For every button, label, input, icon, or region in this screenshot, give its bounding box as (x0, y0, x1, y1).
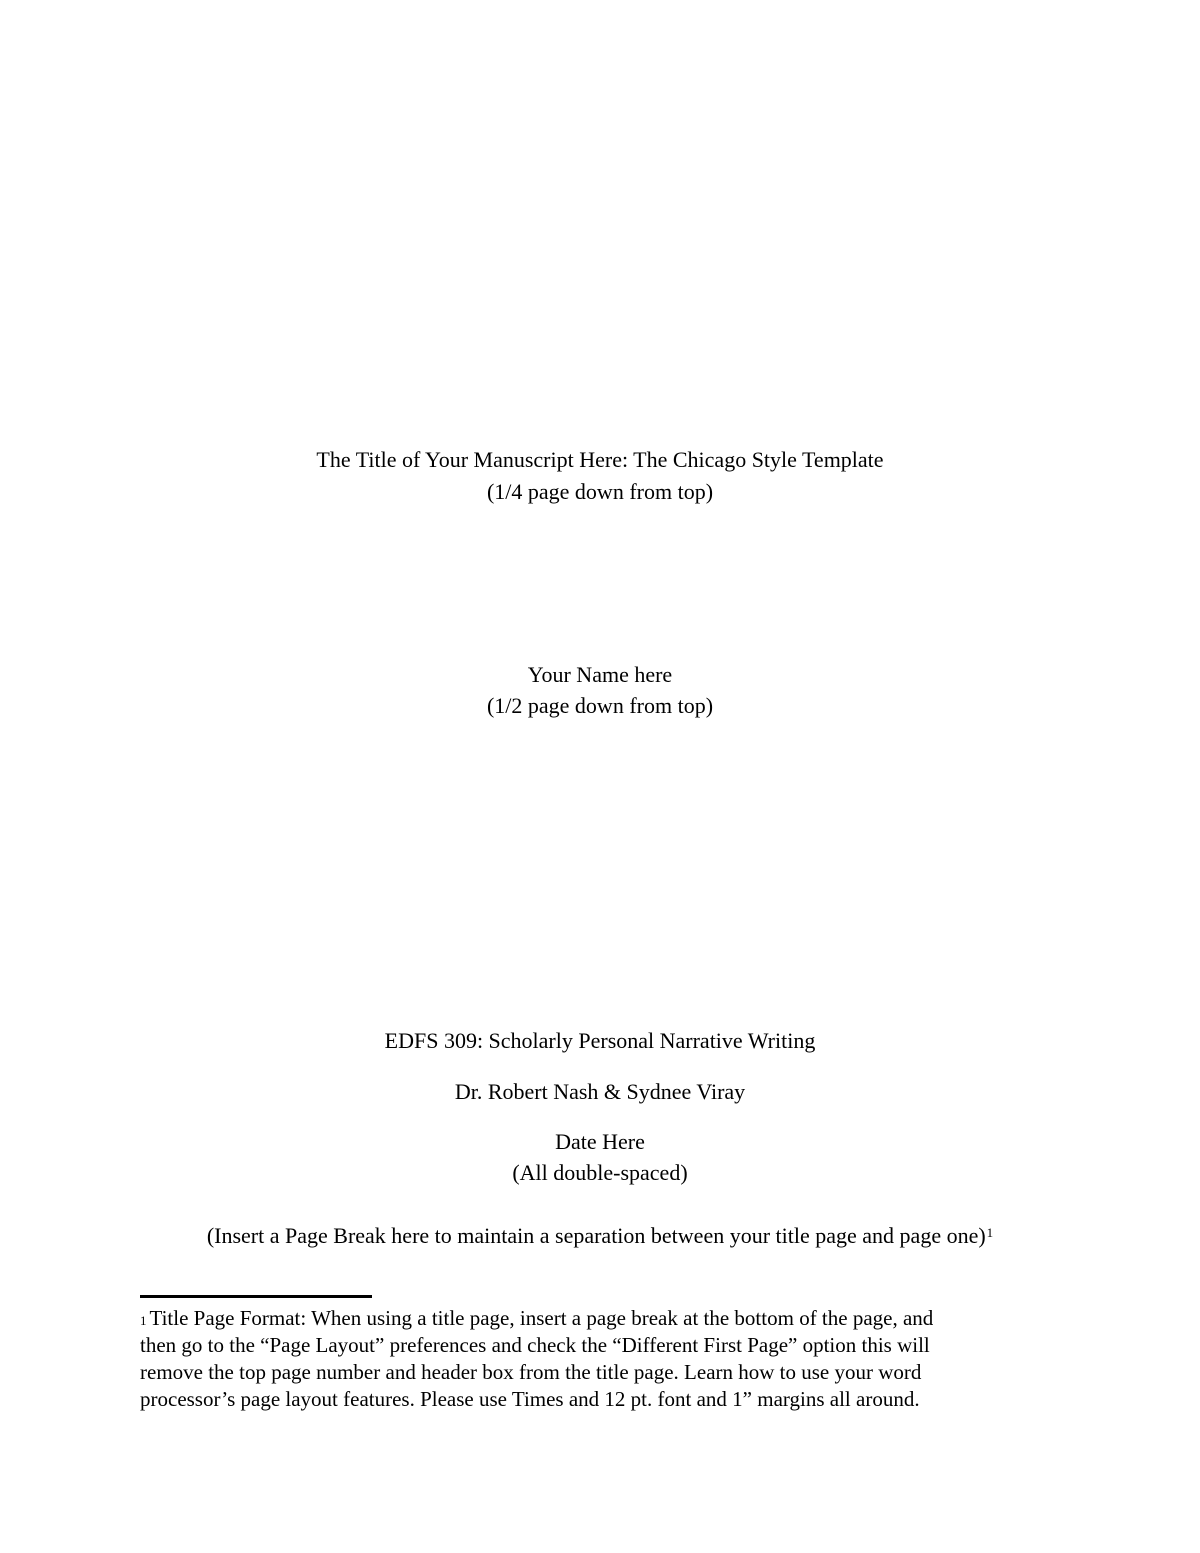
footnote-line: processor’s page layout features. Please use Times and 12 pt. font and 1” margins all around. (140, 1387, 920, 1411)
footnote-line (140, 1305, 1040, 1332)
footnote-line: remove the top page number and header box from the title page. Learn how to use your word (140, 1360, 922, 1384)
title-position-note: (1/4 page down from top) (486, 479, 714, 504)
footnote (140, 1305, 1040, 1413)
manuscript-title: The Title of Your Manuscript Here: The Chicago Style Template (316, 447, 884, 472)
page-break-note-text: (Insert a Page Break here to maintain a separation between your title page and page one) (206, 1223, 986, 1248)
footnote-separator (140, 1295, 372, 1298)
date-line: Date Here (555, 1129, 645, 1154)
name-position-note: (1/2 page down from top) (486, 693, 714, 718)
footnote-line-text: Title Page Format: When using a title page, insert a page break at the bottom of the page, and (149, 1306, 934, 1330)
course-name: EDFS 309: Scholarly Personal Narrative Writing (384, 1028, 816, 1053)
page-break-note (0, 1221, 1200, 1251)
author-name: Your Name here (527, 662, 673, 687)
footnote-reference-marker: 1 (986, 1225, 994, 1240)
instructor-names: Dr. Robert Nash & Sydnee Viray (454, 1079, 746, 1104)
footnote-line: then go to the “Page Layout” preferences and check the “Different First Page” option this will (140, 1333, 930, 1357)
footnote-number: 1 (140, 1313, 147, 1328)
spacing-note: (All double-spaced) (512, 1160, 688, 1185)
